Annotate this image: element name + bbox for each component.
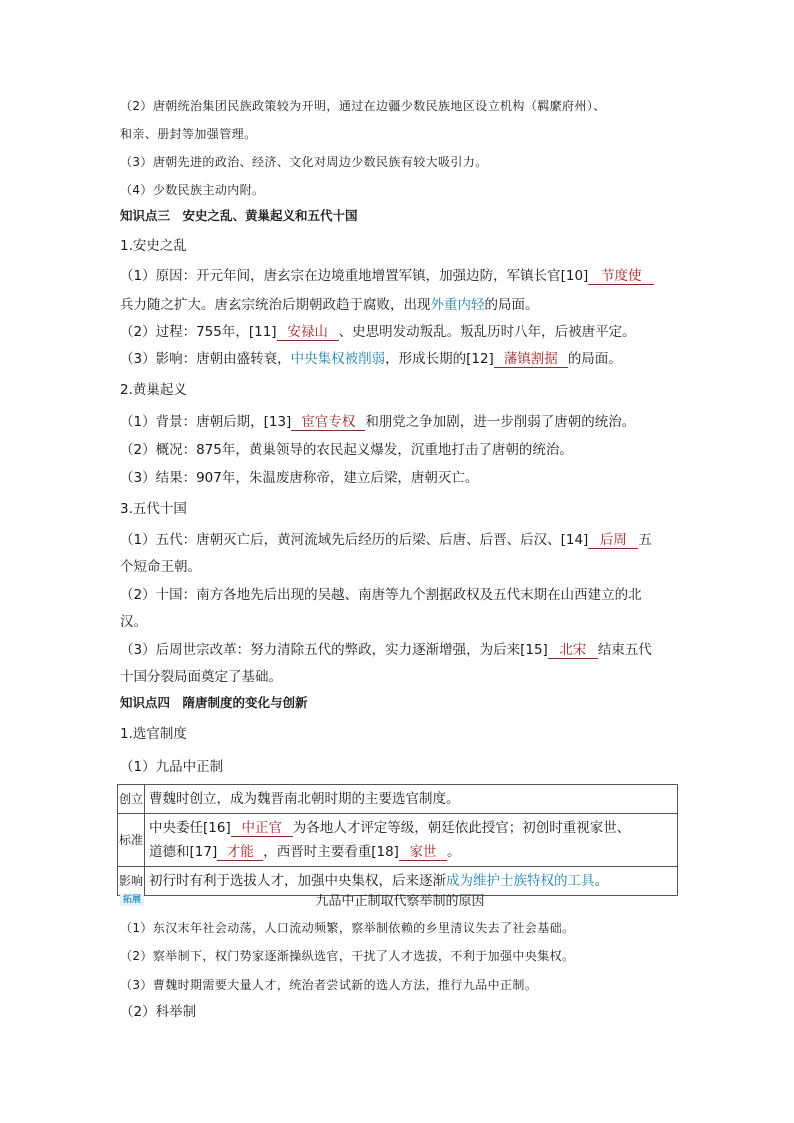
text-segment: 的局面。	[567, 351, 622, 367]
row-value	[145, 814, 678, 867]
text-line: （1）九品中正制	[120, 759, 224, 775]
text-segment: 为各地人才评定等级，朝廷依此授官；初创时重视家世、	[292, 820, 631, 836]
section-heading: 知识点四 隋唐制度的变化与创新	[120, 695, 308, 710]
text-line: （1）东汉末年社会动荡，人口流动频繁，察举制依赖的乡里清议失去了社会基础。	[120, 921, 575, 935]
text-segment: 。	[446, 844, 461, 860]
text-line: （3）唐朝先进的政治、经济、文化对周边少数民族有较大吸引力。	[120, 155, 488, 169]
text-segment: ，西晋时主要看重[18]	[263, 844, 399, 860]
answer-blank: 才能	[217, 844, 263, 861]
text-line: 汉。	[120, 614, 147, 630]
text-segment: 道德和[17]	[149, 844, 218, 860]
text-line: （2）十国：南方各地先后出现的吴越、南唐等九个割据政权及五代末期在山西建立的北	[120, 587, 642, 603]
answer-blank: 宦官专权	[291, 414, 365, 431]
text-segment: （1）五代：唐朝灭亡后，黄河流域先后经历的后梁、后唐、后晋、后汉、[14]	[120, 532, 589, 548]
text-segment: 。	[594, 873, 608, 889]
answer-blank: 节度使	[588, 268, 654, 285]
text-line	[120, 640, 680, 660]
row-value	[145, 867, 678, 896]
table-row	[118, 785, 678, 814]
text-line	[120, 412, 680, 432]
highlight-text: 中央集权被削弱	[290, 351, 386, 367]
text-line: （3）结果：907年，朱温废唐称帝，建立后梁，唐朝灭亡。	[120, 470, 479, 486]
text-line: 和亲、册封等加强管理。	[120, 127, 257, 141]
text-line: （2）察举制下，权门势家逐渐操纵选官，干扰了人才选拔，不利于加强中央集权。	[120, 949, 575, 963]
text-line: （2）唐朝统治集团民族政策较为开明，通过在边疆少数民族地区设立机构（羁縻府州）、	[120, 99, 606, 113]
table-row	[118, 867, 678, 896]
text-line	[120, 295, 680, 315]
text-segment: （1）背景：唐朝后期，[13]	[120, 414, 292, 430]
answer-blank: 家世	[399, 844, 447, 861]
text-line	[120, 349, 680, 369]
text-segment: 结束五代	[597, 642, 652, 658]
text-line	[120, 322, 680, 342]
text-segment: 初行时有利于选拔人才，加强中央集权，后来逐渐	[149, 873, 446, 889]
highlight-text: 外重内轻	[430, 297, 485, 313]
text-segment: 兵力随之扩大。唐玄宗统治后期朝政趋于腐败，出现	[120, 297, 431, 313]
answer-blank: 中正官	[231, 820, 293, 837]
text-segment: 的局面。	[484, 297, 539, 313]
text-line: （4）少数民族主动内附。	[120, 183, 265, 197]
row-key: 标准	[118, 814, 145, 867]
extension-tag: 拓展	[120, 894, 144, 906]
subsection-title: （2）科举制	[120, 1004, 197, 1020]
text-segment: （3）影响：唐朝由盛转衰，	[120, 351, 291, 367]
subsection-title: 3.五代十国	[120, 501, 187, 517]
text-segment: （2）过程：755年，[11]	[120, 324, 277, 340]
text-line: 个短命王朝。	[120, 559, 201, 575]
text-segment: 五	[638, 532, 652, 548]
text-line: 十国分裂局面奠定了基础。	[120, 669, 282, 685]
row-key: 创立	[118, 785, 145, 814]
text-segment: 中央委任[16]	[149, 820, 231, 836]
subsection-title: 2.黄巢起义	[120, 382, 187, 398]
row-key: 影响	[118, 867, 145, 896]
table-row	[118, 814, 678, 867]
nine-rank-system-table	[117, 784, 678, 896]
extension-title: 九品中正制取代察举制的原因	[315, 894, 485, 909]
section-heading: 知识点三 安史之乱、黄巢起义和五代十国	[120, 208, 358, 223]
answer-blank: 北宋	[548, 642, 598, 659]
subsection-title: 1.选官制度	[120, 726, 187, 742]
subsection-title: 1.安史之乱	[120, 238, 187, 254]
text-line: （3）曹魏时期需要大量人才，统治者尝试新的选人方法，推行九品中正制。	[120, 978, 538, 992]
text-segment: ，形成长期的[12]	[385, 351, 494, 367]
text-segment: （1）原因：开元年间，唐玄宗在边境重地增置军镇，加强边防，军镇长官[10]	[120, 268, 589, 284]
text-line: （2）概况：875年，黄巢领导的农民起义爆发，沉重地打击了唐朝的统治。	[120, 442, 573, 458]
highlight-text: 成为维护士族特权的工具	[446, 873, 595, 889]
text-segment: （3）后周世宗改革：努力清除五代的弊政，实力逐渐增强，为后来[15]	[120, 642, 548, 658]
row-value: 曹魏时创立，成为魏晋南北朝时期的主要选官制度。	[145, 785, 678, 814]
answer-blank: 安禄山	[277, 324, 339, 341]
text-line	[120, 530, 680, 550]
answer-blank: 藩镇割据	[494, 351, 568, 368]
answer-blank: 后周	[588, 532, 638, 549]
text-line	[120, 266, 680, 286]
text-segment: 、史思明发动叛乱。叛乱历时八年，后被唐平定。	[338, 324, 636, 340]
text-segment: 和朋党之争加剧，进一步削弱了唐朝的统治。	[365, 414, 636, 430]
